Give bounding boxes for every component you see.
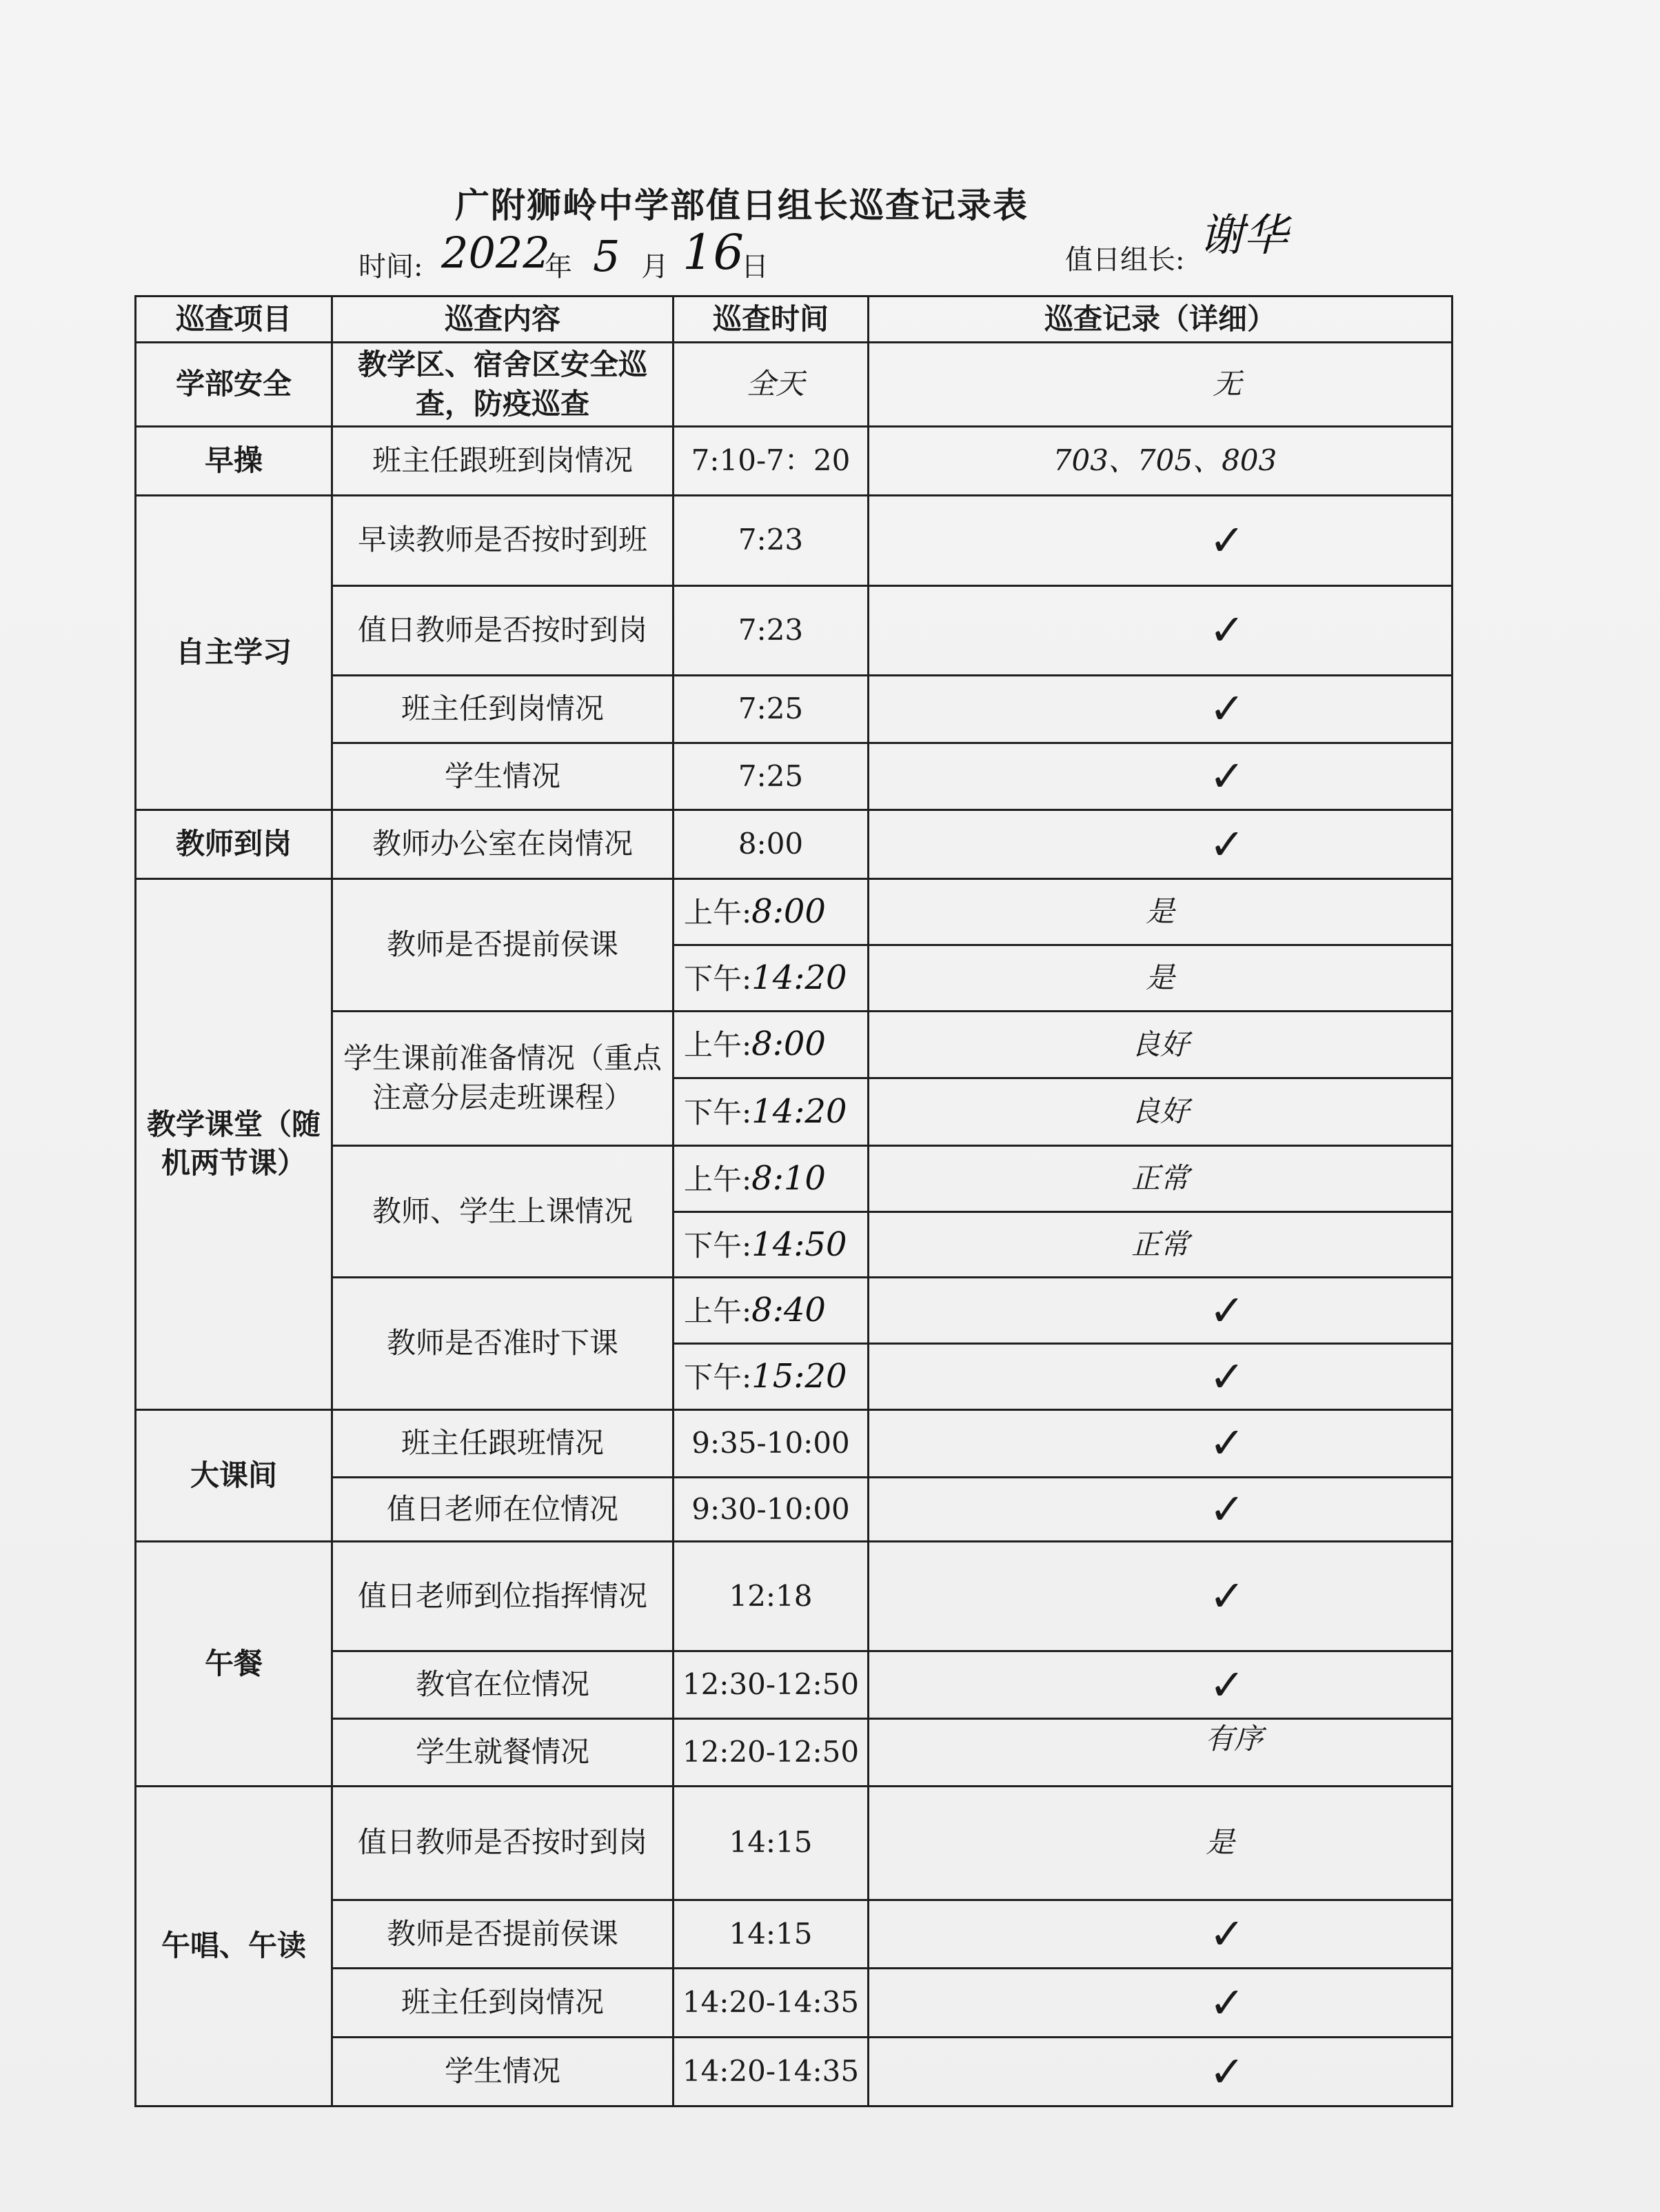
time-cell: 7:23 <box>674 496 869 585</box>
time-cell: 7:25 <box>674 675 869 743</box>
record-cell: ✓ <box>869 496 1452 585</box>
time-cell <box>674 1278 869 1344</box>
content-cell: 学生就餐情况 <box>332 1718 674 1786</box>
table-row <box>136 1786 1452 1900</box>
col-header-record: 巡查记录（详细） <box>869 296 1452 343</box>
content-cell: 值日老师到位指挥情况 <box>332 1542 674 1651</box>
table-row <box>136 585 1452 675</box>
time-cell: 12:20-12:50 <box>674 1718 869 1786</box>
time-cell: 14:15 <box>674 1786 869 1900</box>
table-row <box>136 1718 1452 1786</box>
content-cell: 班主任跟班到岗情况 <box>332 427 674 496</box>
year-handwritten: 2022 <box>441 228 550 278</box>
col-header-time: 巡查时间 <box>674 296 869 343</box>
leader-label: 值日组长: <box>1065 244 1185 276</box>
time-period-label: 上午: <box>684 1294 752 1329</box>
content-cell: 教师办公室在岗情况 <box>332 810 674 879</box>
table-row <box>136 1651 1452 1719</box>
content-cell: 班主任到岗情况 <box>332 1969 674 2038</box>
table-row <box>136 1278 1452 1344</box>
record-cell: ✓ <box>869 1409 1452 1477</box>
record-cell: 是 <box>869 945 1452 1011</box>
content-cell: 值日教师是否按时到岗 <box>332 1786 674 1900</box>
time-handwritten: 14:20 <box>751 1092 847 1132</box>
content-cell: 班主任到岗情况 <box>332 675 674 743</box>
content-cell: 早读教师是否按时到班 <box>332 496 674 585</box>
content-cell: 教师是否准时下课 <box>332 1278 674 1409</box>
table-row <box>136 1409 1452 1477</box>
record-cell: ✓ <box>869 675 1452 743</box>
content-cell: 教师是否提前侯课 <box>332 879 674 1011</box>
record-cell: ✓ <box>869 810 1452 879</box>
time-cell: 7:23 <box>674 585 869 675</box>
col-header-item: 巡查项目 <box>136 296 332 343</box>
category-cell: 教学课堂（随机两节课） <box>136 879 332 1410</box>
record-cell: ✓ <box>869 1477 1452 1542</box>
record-cell: ✓ <box>869 585 1452 675</box>
time-cell: 12:18 <box>674 1542 869 1651</box>
table-row <box>136 743 1452 810</box>
time-cell: 14:20-14:35 <box>674 2038 869 2107</box>
content-cell: 班主任跟班情况 <box>332 1409 674 1477</box>
table-row <box>136 427 1452 496</box>
time-period-label: 上午: <box>684 896 752 930</box>
table-row <box>136 1477 1452 1542</box>
content-cell: 教师是否提前侯课 <box>332 1900 674 1969</box>
month-handwritten: 5 <box>593 231 620 281</box>
content-cell: 教官在位情况 <box>332 1651 674 1719</box>
record-cell: ✓ <box>869 2038 1452 2107</box>
day-handwritten: 16 <box>682 224 745 281</box>
table-row <box>136 496 1452 585</box>
table-row <box>136 810 1452 879</box>
table-row <box>136 1011 1452 1078</box>
time-handwritten: 8:00 <box>751 1025 826 1064</box>
table-row <box>136 1146 1452 1212</box>
time-period-label: 上午: <box>684 1028 752 1063</box>
time-period-label: 下午: <box>684 1096 752 1130</box>
time-cell <box>674 1344 869 1410</box>
content-cell: 学生情况 <box>332 2038 674 2107</box>
record-cell: 良好 <box>869 1011 1452 1078</box>
table-row <box>136 879 1452 945</box>
table-row <box>136 1969 1452 2038</box>
record-cell: ✓ <box>869 1969 1452 2038</box>
month-label: 月 <box>641 251 669 283</box>
content-cell: 教学区、宿舍区安全巡查，防疫巡查 <box>332 343 674 427</box>
table-header-row <box>136 296 1452 343</box>
time-cell: 8:00 <box>674 810 869 879</box>
time-handwritten: 8:00 <box>751 892 826 932</box>
category-cell: 午餐 <box>136 1542 332 1786</box>
category-cell: 大课间 <box>136 1409 332 1541</box>
time-cell: 9:35-10:00 <box>674 1409 869 1477</box>
table-row <box>136 343 1452 427</box>
time-cell: 7:10-7：20 <box>674 427 869 496</box>
time-cell: 全天 <box>674 343 869 427</box>
time-period-label: 下午: <box>684 1360 752 1395</box>
category-cell: 自主学习 <box>136 496 332 810</box>
record-cell: 是 <box>869 879 1452 945</box>
content-cell: 学生课前准备情况（重点注意分层走班课程） <box>332 1011 674 1146</box>
record-cell: 无 <box>869 343 1452 427</box>
time-cell <box>674 879 869 945</box>
content-cell: 学生情况 <box>332 743 674 810</box>
time-cell <box>674 1011 869 1078</box>
time-handwritten: 14:50 <box>751 1225 847 1264</box>
time-cell <box>674 1146 869 1212</box>
record-cell: 良好 <box>869 1078 1452 1146</box>
table-row <box>136 2038 1452 2107</box>
record-cell: 正常 <box>869 1211 1452 1278</box>
table-row <box>136 1542 1452 1651</box>
table-row <box>136 675 1452 743</box>
time-cell: 14:15 <box>674 1900 869 1969</box>
page-title: 广附狮岭中学部值日组长巡查记录表 <box>455 185 1029 225</box>
record-cell: ✓ <box>869 1278 1452 1344</box>
date-label: 时间: <box>358 251 423 283</box>
record-cell: ✓ <box>869 1344 1452 1410</box>
year-label: 年 <box>545 251 572 283</box>
time-handwritten: 8:10 <box>751 1158 826 1198</box>
inspection-table <box>134 295 1453 2107</box>
record-cell: ✓ <box>869 1651 1452 1719</box>
record-cell: 是 <box>869 1786 1452 1900</box>
record-cell: ✓ <box>869 1542 1452 1651</box>
time-handwritten: 14:20 <box>751 958 847 997</box>
leader-signature: 谢华 <box>1200 210 1288 261</box>
table-row <box>136 1900 1452 1969</box>
time-period-label: 下午: <box>684 961 752 996</box>
category-cell: 早操 <box>136 427 332 496</box>
content-cell: 值日教师是否按时到岗 <box>332 585 674 675</box>
content-cell: 教师、学生上课情况 <box>332 1146 674 1278</box>
category-cell: 午唱、午读 <box>136 1786 332 2106</box>
time-handwritten: 8:40 <box>751 1291 826 1330</box>
time-cell <box>674 945 869 1011</box>
time-handwritten: 15:20 <box>751 1357 847 1396</box>
record-cell: ✓ <box>869 743 1452 810</box>
time-cell <box>674 1211 869 1278</box>
time-cell: 12:30-12:50 <box>674 1651 869 1719</box>
time-cell: 9:30-10:00 <box>674 1477 869 1542</box>
record-cell: 有序 <box>869 1718 1452 1786</box>
category-cell: 教师到岗 <box>136 810 332 879</box>
category-cell: 学部安全 <box>136 343 332 427</box>
day-label: 日 <box>741 251 769 283</box>
time-cell: 14:20-14:35 <box>674 1969 869 2038</box>
time-period-label: 下午: <box>684 1228 752 1263</box>
time-cell <box>674 1078 869 1146</box>
time-cell: 7:25 <box>674 743 869 810</box>
record-cell: 703、705、803 <box>869 427 1452 496</box>
record-cell: 正常 <box>869 1146 1452 1212</box>
content-cell: 值日老师在位情况 <box>332 1477 674 1542</box>
time-period-label: 上午: <box>684 1162 752 1196</box>
record-cell: ✓ <box>869 1900 1452 1969</box>
col-header-content: 巡查内容 <box>332 296 674 343</box>
